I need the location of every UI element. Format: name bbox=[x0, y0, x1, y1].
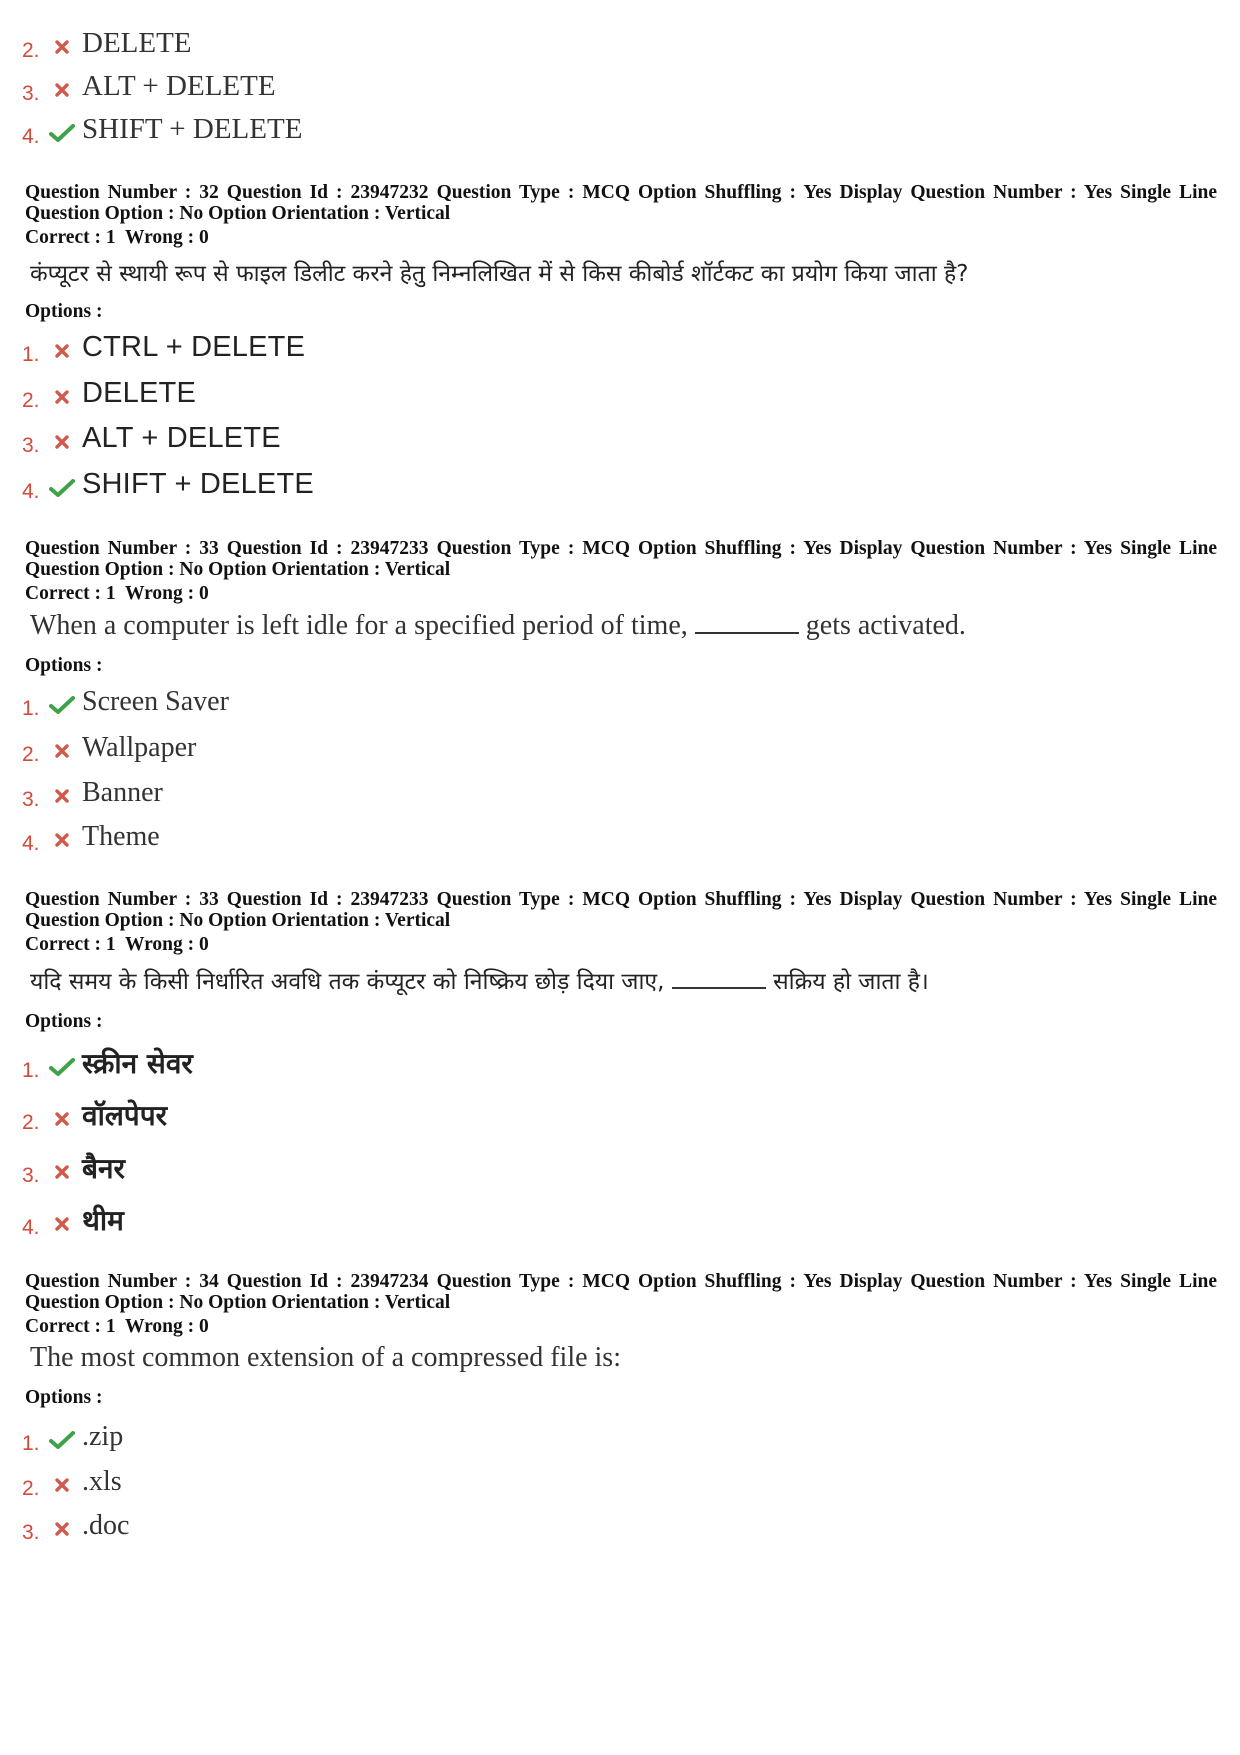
option-row bbox=[22, 1143, 125, 1187]
option-text: Theme bbox=[82, 821, 160, 852]
question-text: The most common extension of a compressed file is: bbox=[30, 1342, 621, 1373]
option-number: 2. bbox=[22, 389, 40, 412]
option-row bbox=[22, 368, 196, 412]
option-text: SHIFT + DELETE bbox=[82, 113, 303, 145]
option-text: .xls bbox=[82, 1466, 122, 1497]
option-row bbox=[22, 1411, 123, 1455]
cross-icon bbox=[46, 825, 78, 855]
cross-icon bbox=[46, 32, 78, 62]
cross-icon bbox=[46, 1470, 78, 1500]
check-icon bbox=[46, 1052, 78, 1082]
option-text: थीम bbox=[82, 1204, 124, 1237]
option-text: DELETE bbox=[82, 27, 192, 59]
option-text: CTRL + DELETE bbox=[82, 331, 306, 363]
option-number: 2. bbox=[22, 743, 40, 766]
question-meta: Question Number : 34 Question Id : 23947234 Question Type : MCQ Option Shuffling : Yes Display Question Number : Yes Single Line Question Option : No Option Orientation : Vertical bbox=[25, 1271, 1217, 1313]
option-number: 3. bbox=[22, 434, 40, 457]
option-text: ALT + DELETE bbox=[82, 422, 281, 454]
cross-icon bbox=[46, 1157, 78, 1187]
option-row bbox=[22, 1195, 124, 1239]
question-meta: Question Number : 33 Question Id : 23947233 Question Type : MCQ Option Shuffling : Yes Display Question Number : Yes Single Line Question Option : No Option Orientation : Vertical bbox=[25, 889, 1217, 931]
cross-icon bbox=[46, 1104, 78, 1134]
option-number: 3. bbox=[22, 1521, 40, 1544]
options-label: Options : bbox=[25, 1387, 103, 1408]
cross-icon bbox=[46, 1209, 78, 1239]
check-icon bbox=[46, 1425, 78, 1455]
option-number: 2. bbox=[22, 39, 40, 62]
correct-wrong-score: Correct : 1 Wrong : 0 bbox=[25, 934, 209, 955]
option-number: 2. bbox=[22, 1477, 40, 1500]
option-text: .doc bbox=[82, 1510, 130, 1541]
option-row bbox=[22, 459, 314, 503]
option-row bbox=[22, 676, 229, 720]
cross-icon bbox=[46, 736, 78, 766]
option-text: Banner bbox=[82, 777, 163, 808]
option-number: 1. bbox=[22, 697, 40, 720]
cross-icon bbox=[46, 75, 78, 105]
cross-icon bbox=[46, 382, 78, 412]
option-row bbox=[22, 18, 192, 62]
option-number: 1. bbox=[22, 343, 40, 366]
option-number: 3. bbox=[22, 82, 40, 105]
answer-blank bbox=[672, 987, 766, 989]
option-number: 4. bbox=[22, 125, 40, 148]
option-row bbox=[22, 413, 281, 457]
option-row bbox=[22, 322, 305, 366]
option-text: वॉलपेपर bbox=[82, 1099, 168, 1132]
option-text: SHIFT + DELETE bbox=[82, 468, 314, 500]
correct-wrong-score: Correct : 1 Wrong : 0 bbox=[25, 227, 209, 248]
check-icon bbox=[46, 118, 78, 148]
option-row bbox=[22, 767, 163, 811]
option-text: Wallpaper bbox=[82, 732, 197, 763]
option-text: Screen Saver bbox=[82, 686, 229, 717]
option-row bbox=[22, 1500, 129, 1544]
cross-icon bbox=[46, 781, 78, 811]
option-text: बैनर bbox=[82, 1152, 125, 1185]
cross-icon bbox=[46, 336, 78, 366]
question-meta: Question Number : 33 Question Id : 23947233 Question Type : MCQ Option Shuffling : Yes Display Question Number : Yes Single Line Question Option : No Option Orientation : Vertical bbox=[25, 538, 1217, 580]
options-label: Options : bbox=[25, 301, 103, 322]
check-icon bbox=[46, 690, 78, 720]
options-label: Options : bbox=[25, 655, 103, 676]
question-text bbox=[30, 610, 966, 642]
question-meta: Question Number : 32 Question Id : 23947232 Question Type : MCQ Option Shuffling : Yes Display Question Number : Yes Single Line Question Option : No Option Orientation : Vertical bbox=[25, 182, 1217, 224]
option-number: 1. bbox=[22, 1432, 40, 1455]
cross-icon bbox=[46, 427, 78, 457]
correct-wrong-score: Correct : 1 Wrong : 0 bbox=[25, 1316, 209, 1337]
question-text-part: When a computer is left idle for a specified period of time, bbox=[30, 610, 688, 641]
option-text: ALT + DELETE bbox=[82, 70, 276, 102]
option-number: 3. bbox=[22, 1164, 40, 1187]
question-text: कंप्यूटर से स्थायी रूप से फाइल डिलीट करने हेतु निम्नलिखित में से किस कीबोर्ड शॉर्टकट का प्रयोग किया जाता है? bbox=[30, 261, 969, 287]
option-row bbox=[22, 1456, 122, 1500]
question-text-part: सक्रिय हो जाता है। bbox=[773, 969, 929, 995]
option-row bbox=[22, 61, 276, 105]
option-row bbox=[22, 722, 196, 766]
option-text: स्क्रीन सेवर bbox=[82, 1047, 193, 1080]
option-row bbox=[22, 104, 302, 148]
option-row bbox=[22, 811, 160, 855]
option-number: 4. bbox=[22, 832, 40, 855]
question-text-part: यदि समय के किसी निर्धारित अवधि तक कंप्यूटर को निष्क्रिय छोड़ दिया जाए, bbox=[30, 969, 665, 995]
answer-blank bbox=[695, 632, 799, 634]
question-text-part: gets activated. bbox=[805, 610, 966, 641]
option-text: .zip bbox=[82, 1421, 124, 1452]
option-row bbox=[22, 1038, 193, 1082]
check-icon bbox=[46, 473, 78, 503]
cross-icon bbox=[46, 1514, 78, 1544]
question-text bbox=[30, 964, 929, 996]
option-text: DELETE bbox=[82, 377, 197, 409]
correct-wrong-score: Correct : 1 Wrong : 0 bbox=[25, 583, 209, 604]
option-row bbox=[22, 1090, 167, 1134]
option-number: 4. bbox=[22, 1216, 40, 1239]
option-number: 1. bbox=[22, 1059, 40, 1082]
option-number: 2. bbox=[22, 1111, 40, 1134]
option-number: 3. bbox=[22, 788, 40, 811]
options-label: Options : bbox=[25, 1011, 103, 1032]
option-number: 4. bbox=[22, 480, 40, 503]
